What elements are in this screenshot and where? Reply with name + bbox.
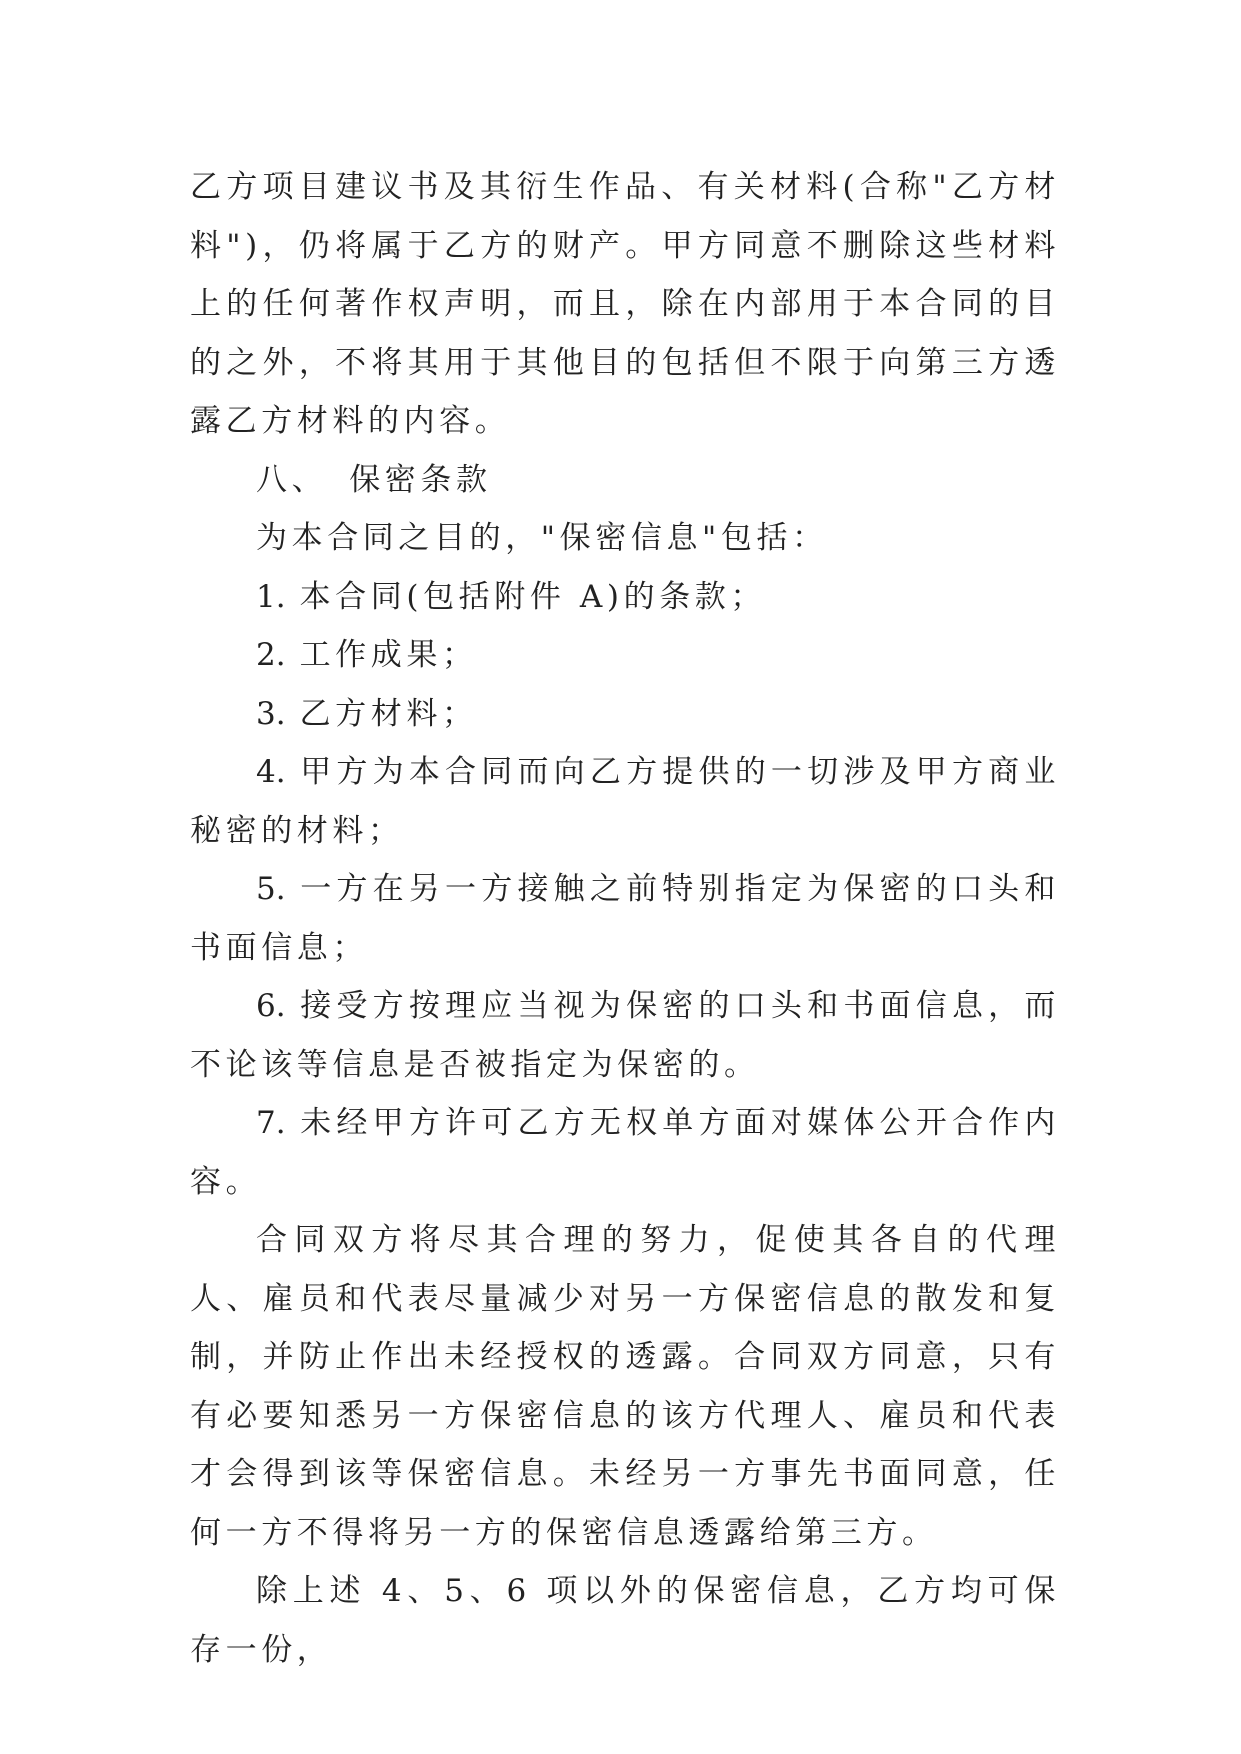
list-item-number: 1. [256,578,286,615]
list-item-text: 乙方材料； [299,695,478,732]
list-item-7 [190,1094,1060,1211]
section-heading [190,451,1060,510]
list-item-number: 7. [256,1105,286,1141]
list-item-number: 6. [256,988,286,1024]
paragraph-retention: 除上述 4、5、6 项以外的保密信息，乙方均可保存一份， [190,1573,1060,1668]
list-item-text: 本合同(包括附件 A)的条款； [299,578,767,615]
paragraph-obligations: 合同双方将尽其合理的努力，促使其各自的代理人、雇员和代表尽量减少对另一方保密信息的散发和复制，并防止作出未经授权的透露。合同双方同意，只有有必要知悉另一方保密信息的该方代理人、雇员和代表才会得到该等保密信息。未经另一方事先书面同意，任何一方不得将另一方的保密信息透露给第三方。 [190,1222,1060,1551]
list-item-number: 4. [256,754,286,790]
list-item-5 [190,860,1060,977]
list-item-text: 工作成果； [299,637,478,673]
list-item-3 [190,685,1060,744]
list-item-text: 一方在另一方接触之前特别指定为保密的口头和书面信息； [190,871,1060,966]
list-item-4 [190,743,1060,860]
section-title: 保密条款 [349,461,492,498]
list-item-number: 2. [256,637,286,673]
list-item-1 [190,568,1060,627]
list-item-text: 未经甲方许可乙方无权单方面对媒体公开合作内容。 [190,1105,1060,1200]
list-item-2 [190,626,1060,685]
document-body [190,158,1060,1679]
list-item-number: 3. [256,695,286,732]
definition-intro: 为本合同之目的，"保密信息"包括： [256,520,828,556]
list-item-6 [190,977,1060,1094]
paragraph-intro: 乙方项目建议书及其衍生作品、有关材料(合称"乙方材料")，仍将属于乙方的财产。甲方同意不删除这些材料上的任何著作权声明，而且，除在内部用于本合同的目的之外，不将其用于其他目的包括但不限于向第三方透露乙方材料的内容。 [190,169,1060,439]
section-number: 八、 [256,461,328,498]
list-item-number: 5. [256,871,286,907]
list-item-text: 甲方为本合同而向乙方提供的一切涉及甲方商业秘密的材料； [190,754,1060,849]
list-item-text: 接受方按理应当视为保密的口头和书面信息，而不论该等信息是否被指定为保密的。 [190,988,1060,1083]
